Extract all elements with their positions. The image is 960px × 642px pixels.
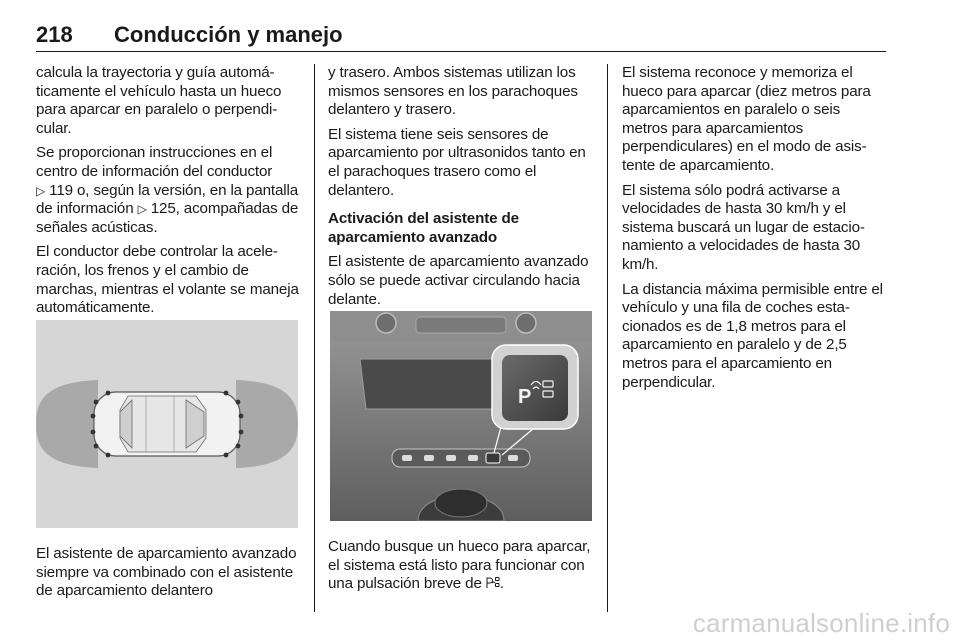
sensor-coverage-illustration [36, 320, 298, 528]
watermark: carmanualsonline.info [692, 608, 950, 638]
paragraph: El asistente de aparcamiento avanzado siempre va combinado con el asistente de aparcamiento delantero [36, 545, 297, 600]
text-span: , acompañadas de señales acústicas. [36, 200, 299, 236]
column-2-bottom [328, 538, 594, 594]
column-1 [36, 64, 300, 324]
paragraph: y trasero. Ambos sistemas utilizan los mismos sensores en los parachoques delantero y trasero. [328, 64, 578, 119]
column-divider [607, 64, 608, 612]
park-assist-icon: P [518, 386, 532, 408]
paragraph: calcula la trayectoria y guía automáticamente el vehículo hasta un hueco para aparcar en paralelo o perpendicular. [36, 64, 282, 137]
text-span: Se proporcionan instrucciones en el centro de información del conductor [36, 144, 273, 180]
arrow-ref-icon: ▷ [137, 202, 147, 217]
console-illustration [330, 311, 592, 521]
column-3 [622, 64, 888, 398]
text-span: . [499, 575, 504, 593]
parking-sensor-coverage-figure [36, 320, 298, 528]
page-reference-link[interactable]: 119 [49, 181, 73, 199]
paragraph: El conductor debe controlar la aceleración, los frenos y el cambio de marchas, mientras el volante se maneja automáticamente. [36, 243, 299, 317]
park-assist-icon [486, 576, 500, 589]
text-span: Cuando busque un hueco para aparcar, el sistema está listo para funcionar con una pulsación breve de [328, 538, 591, 593]
paragraph: El sistema sólo podrá activarse a velocidades de hasta 30 km/h y el sistema buscará un lugar de estacionamiento a velocidades de hasta 30 km/h. [622, 181, 865, 273]
arrow-ref-icon: ▷ [36, 183, 46, 198]
column-2 [328, 64, 594, 315]
page-reference-link[interactable]: 125 [150, 200, 176, 218]
header-rule [36, 51, 886, 52]
page-header [36, 22, 886, 52]
paragraph: La distancia máxima permisible entre el vehículo y una fila de coches estacionados es de 1,8 metros para el aparcamiento en paralelo y de 2,5 metros para el aparcamiento en perpendicular. [622, 280, 883, 391]
paragraph [36, 144, 300, 237]
text-span: o, según la versión, en la pantalla de información [36, 181, 299, 218]
paragraph [328, 538, 594, 594]
paragraph: El sistema tiene seis sensores de aparcamiento por ultrasonidos tanto en el parachoques trasero como el delantero. [328, 125, 586, 199]
center-console-figure [330, 311, 592, 521]
paragraph: El sistema reconoce y memoriza el hueco para aparcar (diez metros para aparcamientos en paralelo o seis metros para aparcamientos perpendiculares) en el modo de asistente de aparcamiento. [622, 64, 871, 174]
column-divider [314, 64, 315, 612]
chapter-title: Conducción y manejo [114, 22, 343, 47]
section-subheading: Activación del asistente de aparcamiento avanzado [328, 210, 519, 246]
page-number: 218 [36, 22, 73, 47]
park-assist-button[interactable] [502, 355, 568, 421]
column-1-bottom [36, 545, 300, 601]
paragraph: El asistente de aparcamiento avanzado sólo se puede activar circulando hacia delante. [328, 253, 589, 308]
